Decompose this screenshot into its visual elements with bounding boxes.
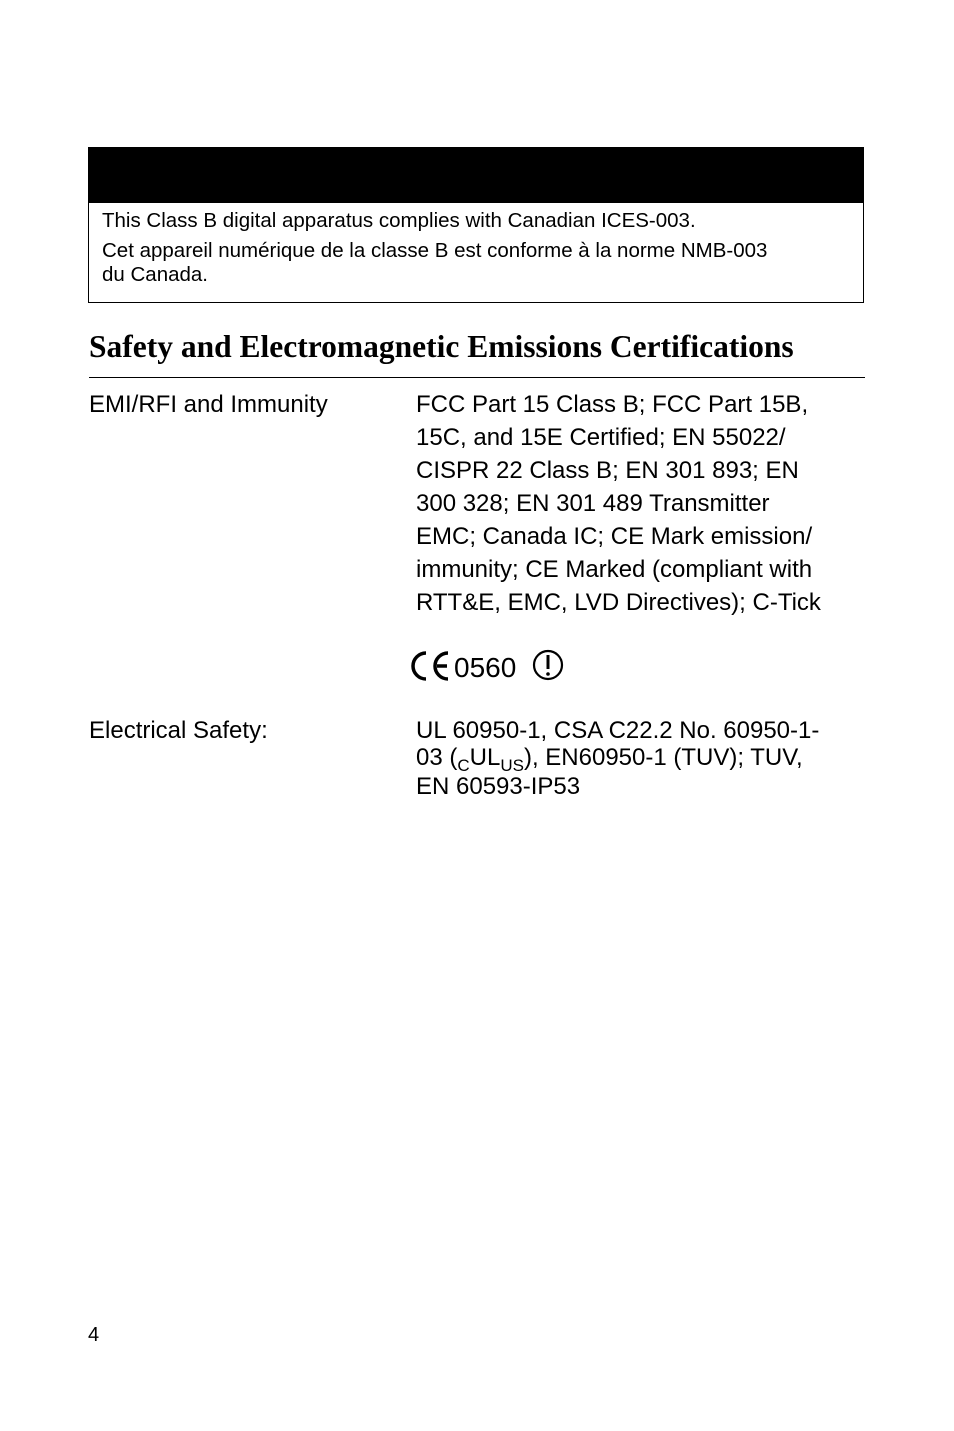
notice-french-line1: Cet appareil numérique de la classe B est conforme à la norme NMB-003 [102,239,768,262]
emi-value-line: 15C, and 15E Certified; EN 55022/ [416,424,786,451]
cul-subscript-us: US [500,756,524,775]
emi-value-line: immunity; CE Marked (compliant with [416,556,813,583]
emi-value [416,388,876,619]
emi-value-line: EMC; Canada IC; CE Mark emission/ [416,523,813,550]
page-number: 4 [88,1324,100,1346]
emi-value-line: FCC Part 15 Class B; FCC Part 15B, [416,391,809,418]
emi-value-line: RTT&E, EMC, LVD Directives); C-Tick [416,589,821,616]
section-divider [89,377,865,378]
electrical-safety-value [416,717,876,800]
notice-english: This Class B digital apparatus complies with Canadian ICES-003. [102,209,696,232]
cul-ul-text: UL [469,744,501,771]
electrical-line2 [416,744,876,773]
canada-notice-box [88,147,864,303]
notice-french-line2: du Canada. [102,263,209,286]
electrical-line3: EN 60593-IP53 [416,773,581,800]
electrical-line2-suffix: ), EN60950-1 (TUV); TUV, [523,744,803,771]
electrical-line2-prefix: 03 ( [416,744,458,771]
ce-alert-icon [408,648,570,684]
emi-label: EMI/RFI and Immunity [89,391,328,418]
emi-value-line: 300 328; EN 301 489 Transmitter [416,490,770,517]
electrical-safety-label: Electrical Safety: [89,717,268,744]
notice-body [89,203,863,287]
ce-notified-body-number: 0560 [454,652,517,683]
cul-subscript-c: C [457,756,470,775]
electrical-line1: UL 60950-1, CSA C22.2 No. 60950-1- [416,717,820,744]
emi-value-line: CISPR 22 Class B; EN 301 893; EN [416,457,799,484]
notice-header-bar [89,148,863,203]
section-title: Safety and Electromagnetic Emissions Certifications [89,329,794,364]
